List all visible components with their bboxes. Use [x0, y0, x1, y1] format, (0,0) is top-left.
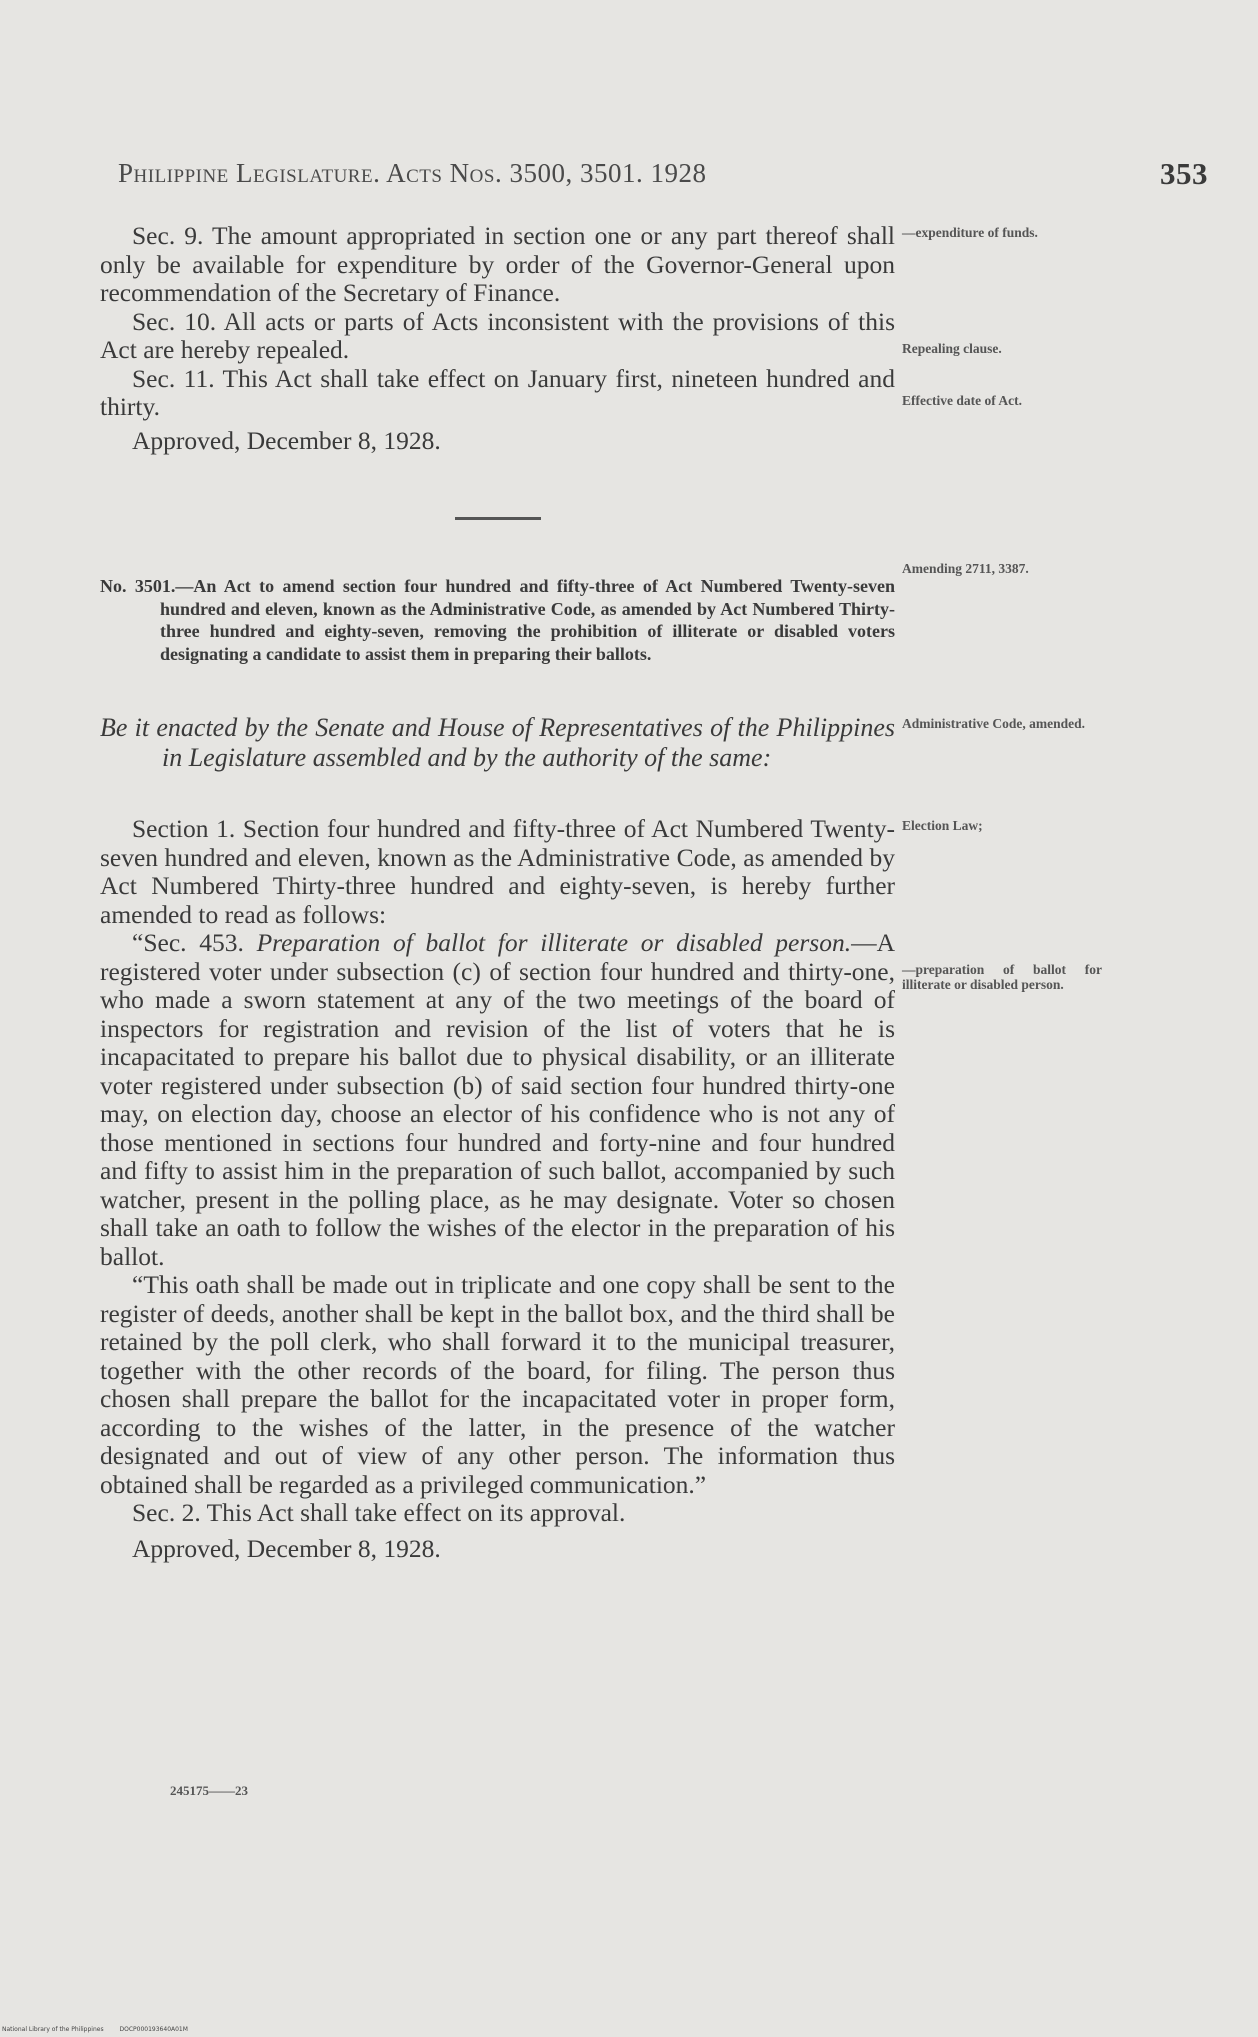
enacting-clause — [100, 713, 895, 773]
margin-note-effective-date: Effective date of Act. — [902, 393, 1022, 408]
section-11: Sec. 11. This Act shall take effect on January first, nineteen hundred and thirty. — [100, 363, 895, 421]
section-1: Section 1. Section four hundred and fifty-three of Act Numbered Twenty-seven hundred and eleven, known as the Administrative Code, as amended by Act Numbered Thirty-three hundred and eighty-seven, is hereby further amended to read as follows: — [100, 814, 895, 929]
section-10: Sec. 10. All acts or parts of Acts inconsistent with the provisions of this Act are hereby repealed. — [100, 306, 895, 364]
footer-library: National Library of the Philippines — [2, 2026, 104, 2033]
printer-code: 245175——23 — [170, 1783, 248, 1798]
running-header — [118, 158, 1208, 189]
margin-note-repealing: Repealing clause. — [902, 341, 1002, 356]
margin-note-admin-code: Administrative Code, amended. — [902, 716, 1085, 731]
scan-footer — [2, 2026, 202, 2033]
approval-line-2: Approved, December 8, 1928. — [132, 1533, 441, 1563]
enacting-clause-text: Be it enacted by the Senate and House of Representatives of the Philippines in Legislature assembled and by the authority of the same: — [100, 713, 895, 772]
margin-note-election-law: Election Law; — [902, 818, 983, 833]
section-453-number: “Sec. 453. — [132, 928, 257, 957]
section-9: Sec. 9. The amount appropriated in section one or any part thereof shall only be available for expenditure by order of the Governor-General upon recommendation of the Secretary of Finance. — [100, 221, 895, 307]
running-title: Philippine Legislature. Acts Nos. 3500, 3501. 1928 — [118, 158, 707, 188]
act-3501-title — [100, 557, 895, 683]
section-453-text: —A registered voter under subsection (c) of section four hundred and thirty-one, who made a sworn statement at any of the two meetings of the board of inspectors for registration and revision of the list of voters that he is incapacitated to prepare his ballot due to physical disability, or an illiterate voter registered under subsection (b) of said section four hundred thirty-one may, on election day, choose an elector of his confidence who is not any of those mentioned in sections four hundred and forty-nine and four hundred and fifty to assist him in the preparation of such ballot, accompanied by such watcher, present in the polling place, as he may designate. Voter so chosen shall take an oath to follow the wishes of the elector in the preparation of his ballot. — [100, 928, 895, 1271]
section-453-heading: Preparation of ballot for illiterate or disabled person. — [256, 928, 852, 957]
margin-note-preparation: —preparation of ballot for illiterate or disabled person. — [902, 962, 1102, 992]
act-title-text: No. 3501.—An Act to amend section four hundred and fifty-three of Act Numbered Twenty-seven hundred and eleven, known as the Administrative Code, as amended by Act Numbered Thirty-three hundred and eighty-seven, removing the prohibition of illiterate or disabled voters designating a candidate to assist them in preparing their ballots. — [100, 576, 895, 664]
section-453 — [100, 929, 895, 1271]
act-3501-body — [100, 815, 895, 1563]
margin-note-expenditure: —expenditure of funds. — [902, 225, 1038, 240]
footer-id: DOCP000193640A01M — [119, 2026, 188, 2033]
approval-line-1: Approved, December 8, 1928. — [132, 425, 441, 455]
page-number: 353 — [1160, 156, 1208, 191]
sections-9-to-11 — [100, 222, 895, 455]
section-2: Sec. 2. This Act shall take effect on its approval. — [132, 1498, 626, 1527]
oath-paragraph: “This oath shall be made out in triplicate and one copy shall be sent to the register of deeds, another shall be kept in the ballot box, and the third shall be retained by the poll clerk, who shall forward it to the municipal treasurer, together with the other records of the board, for filing. The person thus chosen shall prepare the ballot for the incapacitated voter in proper form, according to the wishes of the latter, in the presence of the watcher designated and out of view of any other person. The information thus obtained shall be regarded as a privileged communication.” — [100, 1270, 895, 1499]
margin-note-amending: Amending 2711, 3387. — [902, 561, 1029, 576]
section-divider — [455, 517, 541, 520]
